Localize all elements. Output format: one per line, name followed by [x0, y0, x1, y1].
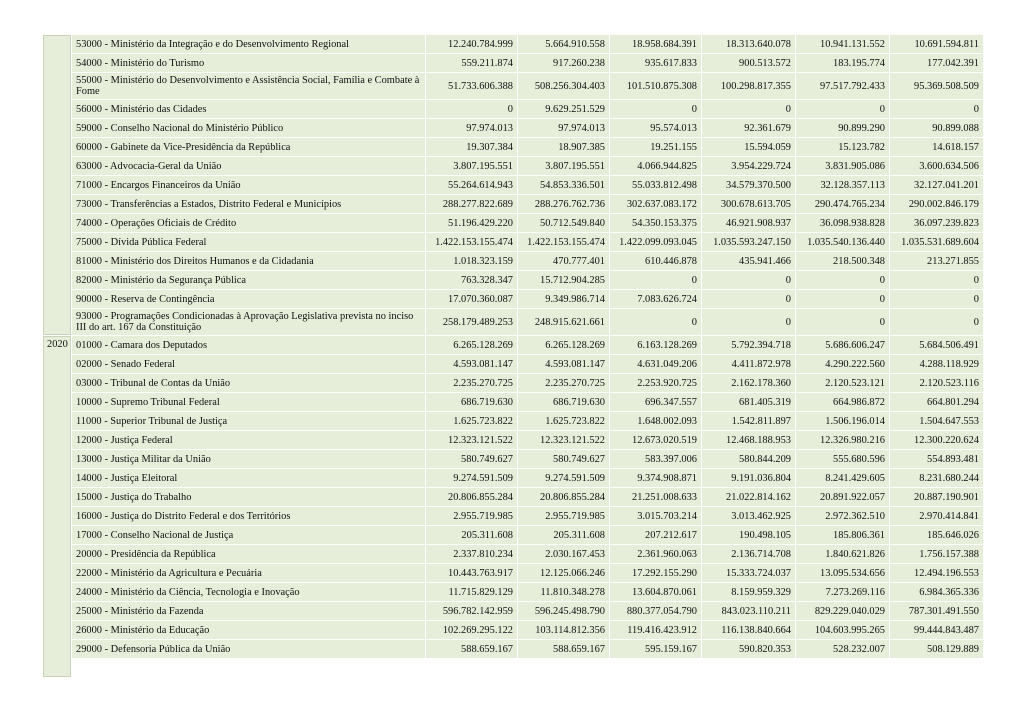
table-row [43, 450, 983, 468]
organ-description-cell: 03000 - Tribunal de Contas da União [72, 374, 425, 392]
value-cell: 4.593.081.147 [426, 355, 517, 373]
value-cell: 15.712.904.285 [518, 271, 609, 289]
value-cell: 288.277.822.689 [426, 195, 517, 213]
table-row [43, 233, 983, 251]
value-cell: 183.195.774 [796, 54, 889, 72]
value-cell: 2.955.719.985 [426, 507, 517, 525]
value-cell: 2.253.920.725 [610, 374, 701, 392]
value-cell: 9.629.251.529 [518, 100, 609, 118]
table-row [43, 214, 983, 232]
value-cell: 2.120.523.121 [796, 374, 889, 392]
organ-description-cell: 02000 - Senado Federal [72, 355, 425, 373]
value-cell: 218.500.348 [796, 252, 889, 270]
value-cell: 5.792.394.718 [702, 336, 795, 354]
value-cell: 54.350.153.375 [610, 214, 701, 232]
value-cell: 0 [610, 309, 701, 335]
value-cell: 0 [796, 309, 889, 335]
value-cell: 4.411.872.978 [702, 355, 795, 373]
value-cell: 119.416.423.912 [610, 621, 701, 639]
value-cell: 5.684.506.491 [890, 336, 983, 354]
table-row [43, 393, 983, 411]
value-cell: 248.915.621.661 [518, 309, 609, 335]
value-cell: 19.307.384 [426, 138, 517, 156]
organ-description-cell: 14000 - Justiça Eleitoral [72, 469, 425, 487]
value-cell: 559.211.874 [426, 54, 517, 72]
table-row [43, 252, 983, 270]
value-cell: 880.377.054.790 [610, 602, 701, 620]
value-cell: 185.646.026 [890, 526, 983, 544]
table-row [43, 290, 983, 308]
value-cell: 1.756.157.388 [890, 545, 983, 563]
table-row [43, 374, 983, 392]
value-cell: 1.422.153.155.474 [426, 233, 517, 251]
value-cell: 681.405.319 [702, 393, 795, 411]
value-cell: 55.033.812.498 [610, 176, 701, 194]
value-cell: 104.603.995.265 [796, 621, 889, 639]
table-row [43, 271, 983, 289]
value-cell: 0 [702, 100, 795, 118]
organ-description-cell: 22000 - Ministério da Agricultura e Pecuária [72, 564, 425, 582]
value-cell: 1.625.723.822 [426, 412, 517, 430]
table-row [43, 309, 983, 335]
value-cell: 15.594.059 [702, 138, 795, 156]
value-cell: 54.853.336.501 [518, 176, 609, 194]
value-cell: 15.123.782 [796, 138, 889, 156]
value-cell: 4.066.944.825 [610, 157, 701, 175]
value-cell: 470.777.401 [518, 252, 609, 270]
value-cell: 12.300.220.624 [890, 431, 983, 449]
value-cell: 3.015.703.214 [610, 507, 701, 525]
value-cell: 0 [796, 290, 889, 308]
value-cell: 20.806.855.284 [518, 488, 609, 506]
value-cell: 2.162.178.360 [702, 374, 795, 392]
value-cell: 3.013.462.925 [702, 507, 795, 525]
table-row [43, 507, 983, 525]
value-cell: 686.719.630 [426, 393, 517, 411]
value-cell: 34.579.370.500 [702, 176, 795, 194]
organ-description-cell: 63000 - Advocacia-Geral da União [72, 157, 425, 175]
value-cell: 21.022.814.162 [702, 488, 795, 506]
value-cell: 102.269.295.122 [426, 621, 517, 639]
value-cell: 4.290.222.560 [796, 355, 889, 373]
organ-description-cell: 56000 - Ministério das Cidades [72, 100, 425, 118]
value-cell: 664.801.294 [890, 393, 983, 411]
value-cell: 10.691.594.811 [890, 35, 983, 53]
value-cell: 46.921.908.937 [702, 214, 795, 232]
organ-description-cell: 82000 - Ministério da Segurança Pública [72, 271, 425, 289]
value-cell: 580.749.627 [426, 450, 517, 468]
value-cell: 664.986.872 [796, 393, 889, 411]
table-row [43, 488, 983, 506]
organ-description-cell: 71000 - Encargos Financeiros da União [72, 176, 425, 194]
table-row [43, 355, 983, 373]
organ-description-cell: 75000 - Dívida Pública Federal [72, 233, 425, 251]
value-cell: 0 [890, 271, 983, 289]
value-cell: 1.625.723.822 [518, 412, 609, 430]
value-cell: 5.664.910.558 [518, 35, 609, 53]
value-cell: 185.806.361 [796, 526, 889, 544]
value-cell: 205.311.608 [518, 526, 609, 544]
organ-description-cell: 24000 - Ministério da Ciência, Tecnologia e Inovação [72, 583, 425, 601]
value-cell: 2.235.270.725 [518, 374, 609, 392]
value-cell: 6.163.128.269 [610, 336, 701, 354]
table-row [43, 119, 983, 137]
year-cell [43, 35, 71, 335]
organ-description-cell: 53000 - Ministério da Integração e do Desenvolvimento Regional [72, 35, 425, 53]
value-cell: 6.984.365.336 [890, 583, 983, 601]
value-cell: 18.313.640.078 [702, 35, 795, 53]
value-cell: 12.326.980.216 [796, 431, 889, 449]
table-row [43, 176, 983, 194]
value-cell: 50.712.549.840 [518, 214, 609, 232]
value-cell: 290.474.765.234 [796, 195, 889, 213]
organ-description-cell: 90000 - Reserva de Contingência [72, 290, 425, 308]
value-cell: 0 [702, 271, 795, 289]
value-cell: 2.030.167.453 [518, 545, 609, 563]
value-cell: 32.128.357.113 [796, 176, 889, 194]
organ-description-cell: 59000 - Conselho Nacional do Ministério Público [72, 119, 425, 137]
value-cell: 588.659.167 [426, 640, 517, 658]
organ-description-cell: 93000 - Programações Condicionadas à Aprovação Legislativa prevista no inciso III do art. 167 da Constituição [72, 309, 425, 335]
organ-description-cell: 81000 - Ministério dos Direitos Humanos e da Cidadania [72, 252, 425, 270]
table-row [43, 336, 983, 354]
value-cell: 900.513.572 [702, 54, 795, 72]
organ-description-cell: 10000 - Supremo Tribunal Federal [72, 393, 425, 411]
year-cell: 2020 [43, 336, 71, 677]
value-cell: 580.844.209 [702, 450, 795, 468]
value-cell: 1.506.196.014 [796, 412, 889, 430]
organ-description-cell: 15000 - Justiça do Trabalho [72, 488, 425, 506]
value-cell: 435.941.466 [702, 252, 795, 270]
value-cell: 1.504.647.553 [890, 412, 983, 430]
table-row [43, 621, 983, 639]
value-cell: 588.659.167 [518, 640, 609, 658]
organ-description-cell: 17000 - Conselho Nacional de Justiça [72, 526, 425, 544]
value-cell: 101.510.875.308 [610, 73, 701, 99]
value-cell: 554.893.481 [890, 450, 983, 468]
value-cell: 97.517.792.433 [796, 73, 889, 99]
value-cell: 6.265.128.269 [518, 336, 609, 354]
value-cell: 0 [426, 100, 517, 118]
value-cell: 95.369.508.509 [890, 73, 983, 99]
value-cell: 1.035.593.247.150 [702, 233, 795, 251]
value-cell: 696.347.557 [610, 393, 701, 411]
organ-description-cell: 29000 - Defensoria Pública da União [72, 640, 425, 658]
value-cell: 290.002.846.179 [890, 195, 983, 213]
value-cell: 0 [890, 309, 983, 335]
value-cell: 92.361.679 [702, 119, 795, 137]
value-cell: 288.276.762.736 [518, 195, 609, 213]
table-row [43, 35, 983, 53]
value-cell: 2.337.810.234 [426, 545, 517, 563]
value-cell: 8.241.429.605 [796, 469, 889, 487]
value-cell: 13.604.870.061 [610, 583, 701, 601]
value-cell: 935.617.833 [610, 54, 701, 72]
value-cell: 917.260.238 [518, 54, 609, 72]
value-cell: 596.782.142.959 [426, 602, 517, 620]
value-cell: 95.574.013 [610, 119, 701, 137]
table-row [43, 602, 983, 620]
table-row [43, 564, 983, 582]
organ-description-cell: 25000 - Ministério da Fazenda [72, 602, 425, 620]
table-row [43, 138, 983, 156]
organ-description-cell: 12000 - Justiça Federal [72, 431, 425, 449]
value-cell: 3.600.634.506 [890, 157, 983, 175]
value-cell: 32.127.041.201 [890, 176, 983, 194]
value-cell: 12.240.784.999 [426, 35, 517, 53]
value-cell: 55.264.614.943 [426, 176, 517, 194]
value-cell: 580.749.627 [518, 450, 609, 468]
table-row [43, 100, 983, 118]
value-cell: 1.035.540.136.440 [796, 233, 889, 251]
value-cell: 0 [702, 290, 795, 308]
value-cell: 36.097.239.823 [890, 214, 983, 232]
organ-description-cell: 55000 - Ministério do Desenvolvimento e Assistência Social, Família e Combate à Fome [72, 73, 425, 99]
value-cell: 20.887.190.901 [890, 488, 983, 506]
value-cell: 90.899.290 [796, 119, 889, 137]
value-cell: 5.686.606.247 [796, 336, 889, 354]
value-cell: 686.719.630 [518, 393, 609, 411]
value-cell: 590.820.353 [702, 640, 795, 658]
value-cell: 763.328.347 [426, 271, 517, 289]
value-cell: 0 [702, 309, 795, 335]
value-cell: 3.831.905.086 [796, 157, 889, 175]
value-cell: 97.974.013 [426, 119, 517, 137]
value-cell: 21.251.008.633 [610, 488, 701, 506]
value-cell: 100.298.817.355 [702, 73, 795, 99]
value-cell: 8.231.680.244 [890, 469, 983, 487]
value-cell: 0 [890, 290, 983, 308]
organ-description-cell: 54000 - Ministério do Turismo [72, 54, 425, 72]
organ-description-cell: 74000 - Operações Oficiais de Crédito [72, 214, 425, 232]
table-row [43, 54, 983, 72]
empty-cell [72, 659, 983, 677]
value-cell: 2.235.270.725 [426, 374, 517, 392]
value-cell: 0 [610, 100, 701, 118]
value-cell: 190.498.105 [702, 526, 795, 544]
value-cell: 3.954.229.724 [702, 157, 795, 175]
value-cell: 0 [796, 100, 889, 118]
table-row [43, 195, 983, 213]
table-row [43, 412, 983, 430]
budget-table [42, 34, 984, 678]
organ-description-cell: 73000 - Transferências a Estados, Distrito Federal e Municípios [72, 195, 425, 213]
value-cell: 12.125.066.246 [518, 564, 609, 582]
value-cell: 2.361.960.063 [610, 545, 701, 563]
value-cell: 10.443.763.917 [426, 564, 517, 582]
value-cell: 12.468.188.953 [702, 431, 795, 449]
value-cell: 528.232.007 [796, 640, 889, 658]
value-cell: 177.042.391 [890, 54, 983, 72]
table-row [43, 640, 983, 658]
value-cell: 3.807.195.551 [426, 157, 517, 175]
value-cell: 11.810.348.278 [518, 583, 609, 601]
value-cell: 1.542.811.897 [702, 412, 795, 430]
value-cell: 99.444.843.487 [890, 621, 983, 639]
value-cell: 12.494.196.553 [890, 564, 983, 582]
value-cell: 9.191.036.804 [702, 469, 795, 487]
value-cell: 6.265.128.269 [426, 336, 517, 354]
value-cell: 17.070.360.087 [426, 290, 517, 308]
value-cell: 12.323.121.522 [518, 431, 609, 449]
value-cell: 829.229.040.029 [796, 602, 889, 620]
value-cell: 97.974.013 [518, 119, 609, 137]
table-row [43, 469, 983, 487]
table-row [43, 73, 983, 99]
value-cell: 36.098.938.828 [796, 214, 889, 232]
organ-description-cell: 13000 - Justiça Militar da União [72, 450, 425, 468]
value-cell: 3.807.195.551 [518, 157, 609, 175]
table-row [43, 157, 983, 175]
organ-description-cell: 11000 - Superior Tribunal de Justiça [72, 412, 425, 430]
value-cell: 90.899.088 [890, 119, 983, 137]
value-cell: 2.972.362.510 [796, 507, 889, 525]
value-cell: 19.251.155 [610, 138, 701, 156]
value-cell: 12.323.121.522 [426, 431, 517, 449]
value-cell: 4.288.118.929 [890, 355, 983, 373]
value-cell: 1.422.099.093.045 [610, 233, 701, 251]
value-cell: 207.212.617 [610, 526, 701, 544]
value-cell: 1.422.153.155.474 [518, 233, 609, 251]
value-cell: 11.715.829.129 [426, 583, 517, 601]
organ-description-cell: 01000 - Camara dos Deputados [72, 336, 425, 354]
value-cell: 10.941.131.552 [796, 35, 889, 53]
value-cell: 0 [610, 271, 701, 289]
value-cell: 116.138.840.664 [702, 621, 795, 639]
value-cell: 4.631.049.206 [610, 355, 701, 373]
value-cell: 2.970.414.841 [890, 507, 983, 525]
table-row [43, 583, 983, 601]
value-cell: 18.958.684.391 [610, 35, 701, 53]
value-cell: 595.159.167 [610, 640, 701, 658]
value-cell: 583.397.006 [610, 450, 701, 468]
value-cell: 51.196.429.220 [426, 214, 517, 232]
value-cell: 9.349.986.714 [518, 290, 609, 308]
value-cell: 20.806.855.284 [426, 488, 517, 506]
value-cell: 0 [890, 100, 983, 118]
value-cell: 9.274.591.509 [518, 469, 609, 487]
value-cell: 13.095.534.656 [796, 564, 889, 582]
value-cell: 205.311.608 [426, 526, 517, 544]
value-cell: 2.955.719.985 [518, 507, 609, 525]
value-cell: 1.840.621.826 [796, 545, 889, 563]
value-cell: 8.159.959.329 [702, 583, 795, 601]
value-cell: 258.179.489.253 [426, 309, 517, 335]
value-cell: 51.733.606.388 [426, 73, 517, 99]
organ-description-cell: 26000 - Ministério da Educação [72, 621, 425, 639]
value-cell: 213.271.855 [890, 252, 983, 270]
value-cell: 555.680.596 [796, 450, 889, 468]
value-cell: 2.120.523.116 [890, 374, 983, 392]
value-cell: 1.035.531.689.604 [890, 233, 983, 251]
value-cell: 17.292.155.290 [610, 564, 701, 582]
value-cell: 302.637.083.172 [610, 195, 701, 213]
value-cell: 1.018.323.159 [426, 252, 517, 270]
value-cell: 15.333.724.037 [702, 564, 795, 582]
organ-description-cell: 20000 - Presidência da República [72, 545, 425, 563]
value-cell: 103.114.812.356 [518, 621, 609, 639]
value-cell: 508.129.889 [890, 640, 983, 658]
value-cell: 300.678.613.705 [702, 195, 795, 213]
value-cell: 0 [796, 271, 889, 289]
value-cell: 508.256.304.403 [518, 73, 609, 99]
organ-description-cell: 60000 - Gabinete da Vice-Presidência da República [72, 138, 425, 156]
value-cell: 18.907.385 [518, 138, 609, 156]
value-cell: 610.446.878 [610, 252, 701, 270]
table-row [43, 526, 983, 544]
value-cell: 787.301.491.550 [890, 602, 983, 620]
value-cell: 9.274.591.509 [426, 469, 517, 487]
value-cell: 7.273.269.116 [796, 583, 889, 601]
value-cell: 2.136.714.708 [702, 545, 795, 563]
value-cell: 843.023.110.211 [702, 602, 795, 620]
table-row [43, 431, 983, 449]
value-cell: 14.618.157 [890, 138, 983, 156]
value-cell: 9.374.908.871 [610, 469, 701, 487]
value-cell: 1.648.002.093 [610, 412, 701, 430]
organ-description-cell: 16000 - Justiça do Distrito Federal e dos Territórios [72, 507, 425, 525]
value-cell: 4.593.081.147 [518, 355, 609, 373]
value-cell: 596.245.498.790 [518, 602, 609, 620]
table-row [43, 545, 983, 563]
empty-row [43, 659, 983, 677]
value-cell: 20.891.922.057 [796, 488, 889, 506]
value-cell: 7.083.626.724 [610, 290, 701, 308]
value-cell: 12.673.020.519 [610, 431, 701, 449]
